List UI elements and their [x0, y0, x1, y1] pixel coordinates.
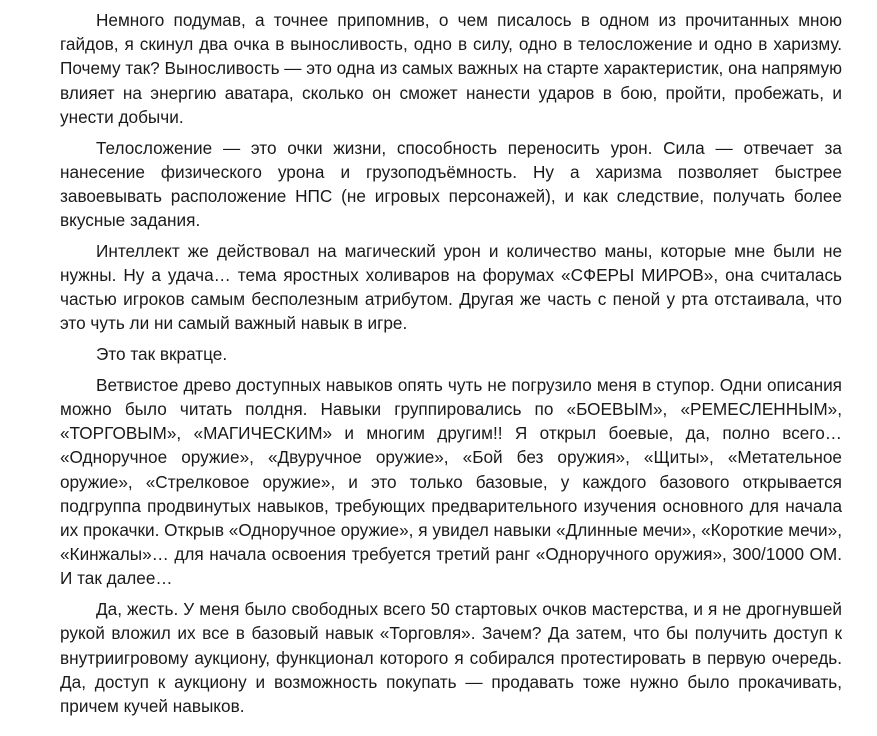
paragraph: Интеллект же действовал на магический урон и количество маны, которые мне были не нужны. Ну а удача… тема яростных холиваров на форумах «СФЕРЫ МИРОВ», она считалась частью игроков самым бесполезным атрибутом. Другая же часть с пеной у рта отстаивала, что это чуть ли ни самый важный навык в игре.: [60, 240, 842, 334]
paragraph: Это так вкратце.: [96, 344, 228, 365]
document-page: [60, 8, 842, 725]
paragraph: Ветвистое древо доступных навыков опять чуть не погрузило меня в ступор. Одни описания можно было читать полдня. Навыки группировались по «БОЕВЫМ», «РЕМЕСЛЕННЫМ», «ТОРГОВЫМ», «МАГИЧЕСКИМ» и многим другим!! Я открыл боевые, да, полно всего… «Одноручное оружие», «Двуручное оружие», «Бой без оружия», «Щиты», «Метательное оружие», «Стрелковое оружие», и это только базовые, у каждого базового открывается подгруппа продвинутых навыков, требующих предварительного изучения основного для начала их прокачки. Открыв «Одноручное оружие», я увидел навыки «Длинные мечи», «Короткие мечи», «Кинжалы»… для начала освоения требуется третий ранг «Одноручного оружия», 300/1000 ОМ. И так далее…: [60, 374, 842, 589]
paragraph: Телосложение — это очки жизни, способность переносить урон. Сила — отвечает за нанесение физического урона и грузоподъёмность. Ну а харизма позволяет быстрее завоевывать расположение НПС (не игровых персонажей), и как следствие, получать более вкусные задания.: [60, 137, 842, 231]
paragraph: Немного подумав, а точнее припомнив, о чем писалось в одном из прочитанных мною гайдов, я скинул два очка в выносливость, одно в силу, одно в телосложение и одно в харизму. Почему так? Выносливость — это одна из самых важных на старте характеристик, она напрямую влияет на энергию аватара, сколько он сможет нанести ударов в бою, пройти, пробежать, и унести добычи.: [60, 10, 842, 127]
paragraph: Да, жесть. У меня было свободных всего 50 стартовых очков мастерства, и я не дрогнувшей рукой вложил их все в базовый навык «Торговля». Зачем? Да затем, что бы получить доступ к внутриигровому аукциону, функционал которого я собирался протестировать в первую очередь. Да, доступ к аукциону и возможность покупать — продавать тоже нужно было прокачивать, причем кучей навыков.: [60, 599, 842, 716]
